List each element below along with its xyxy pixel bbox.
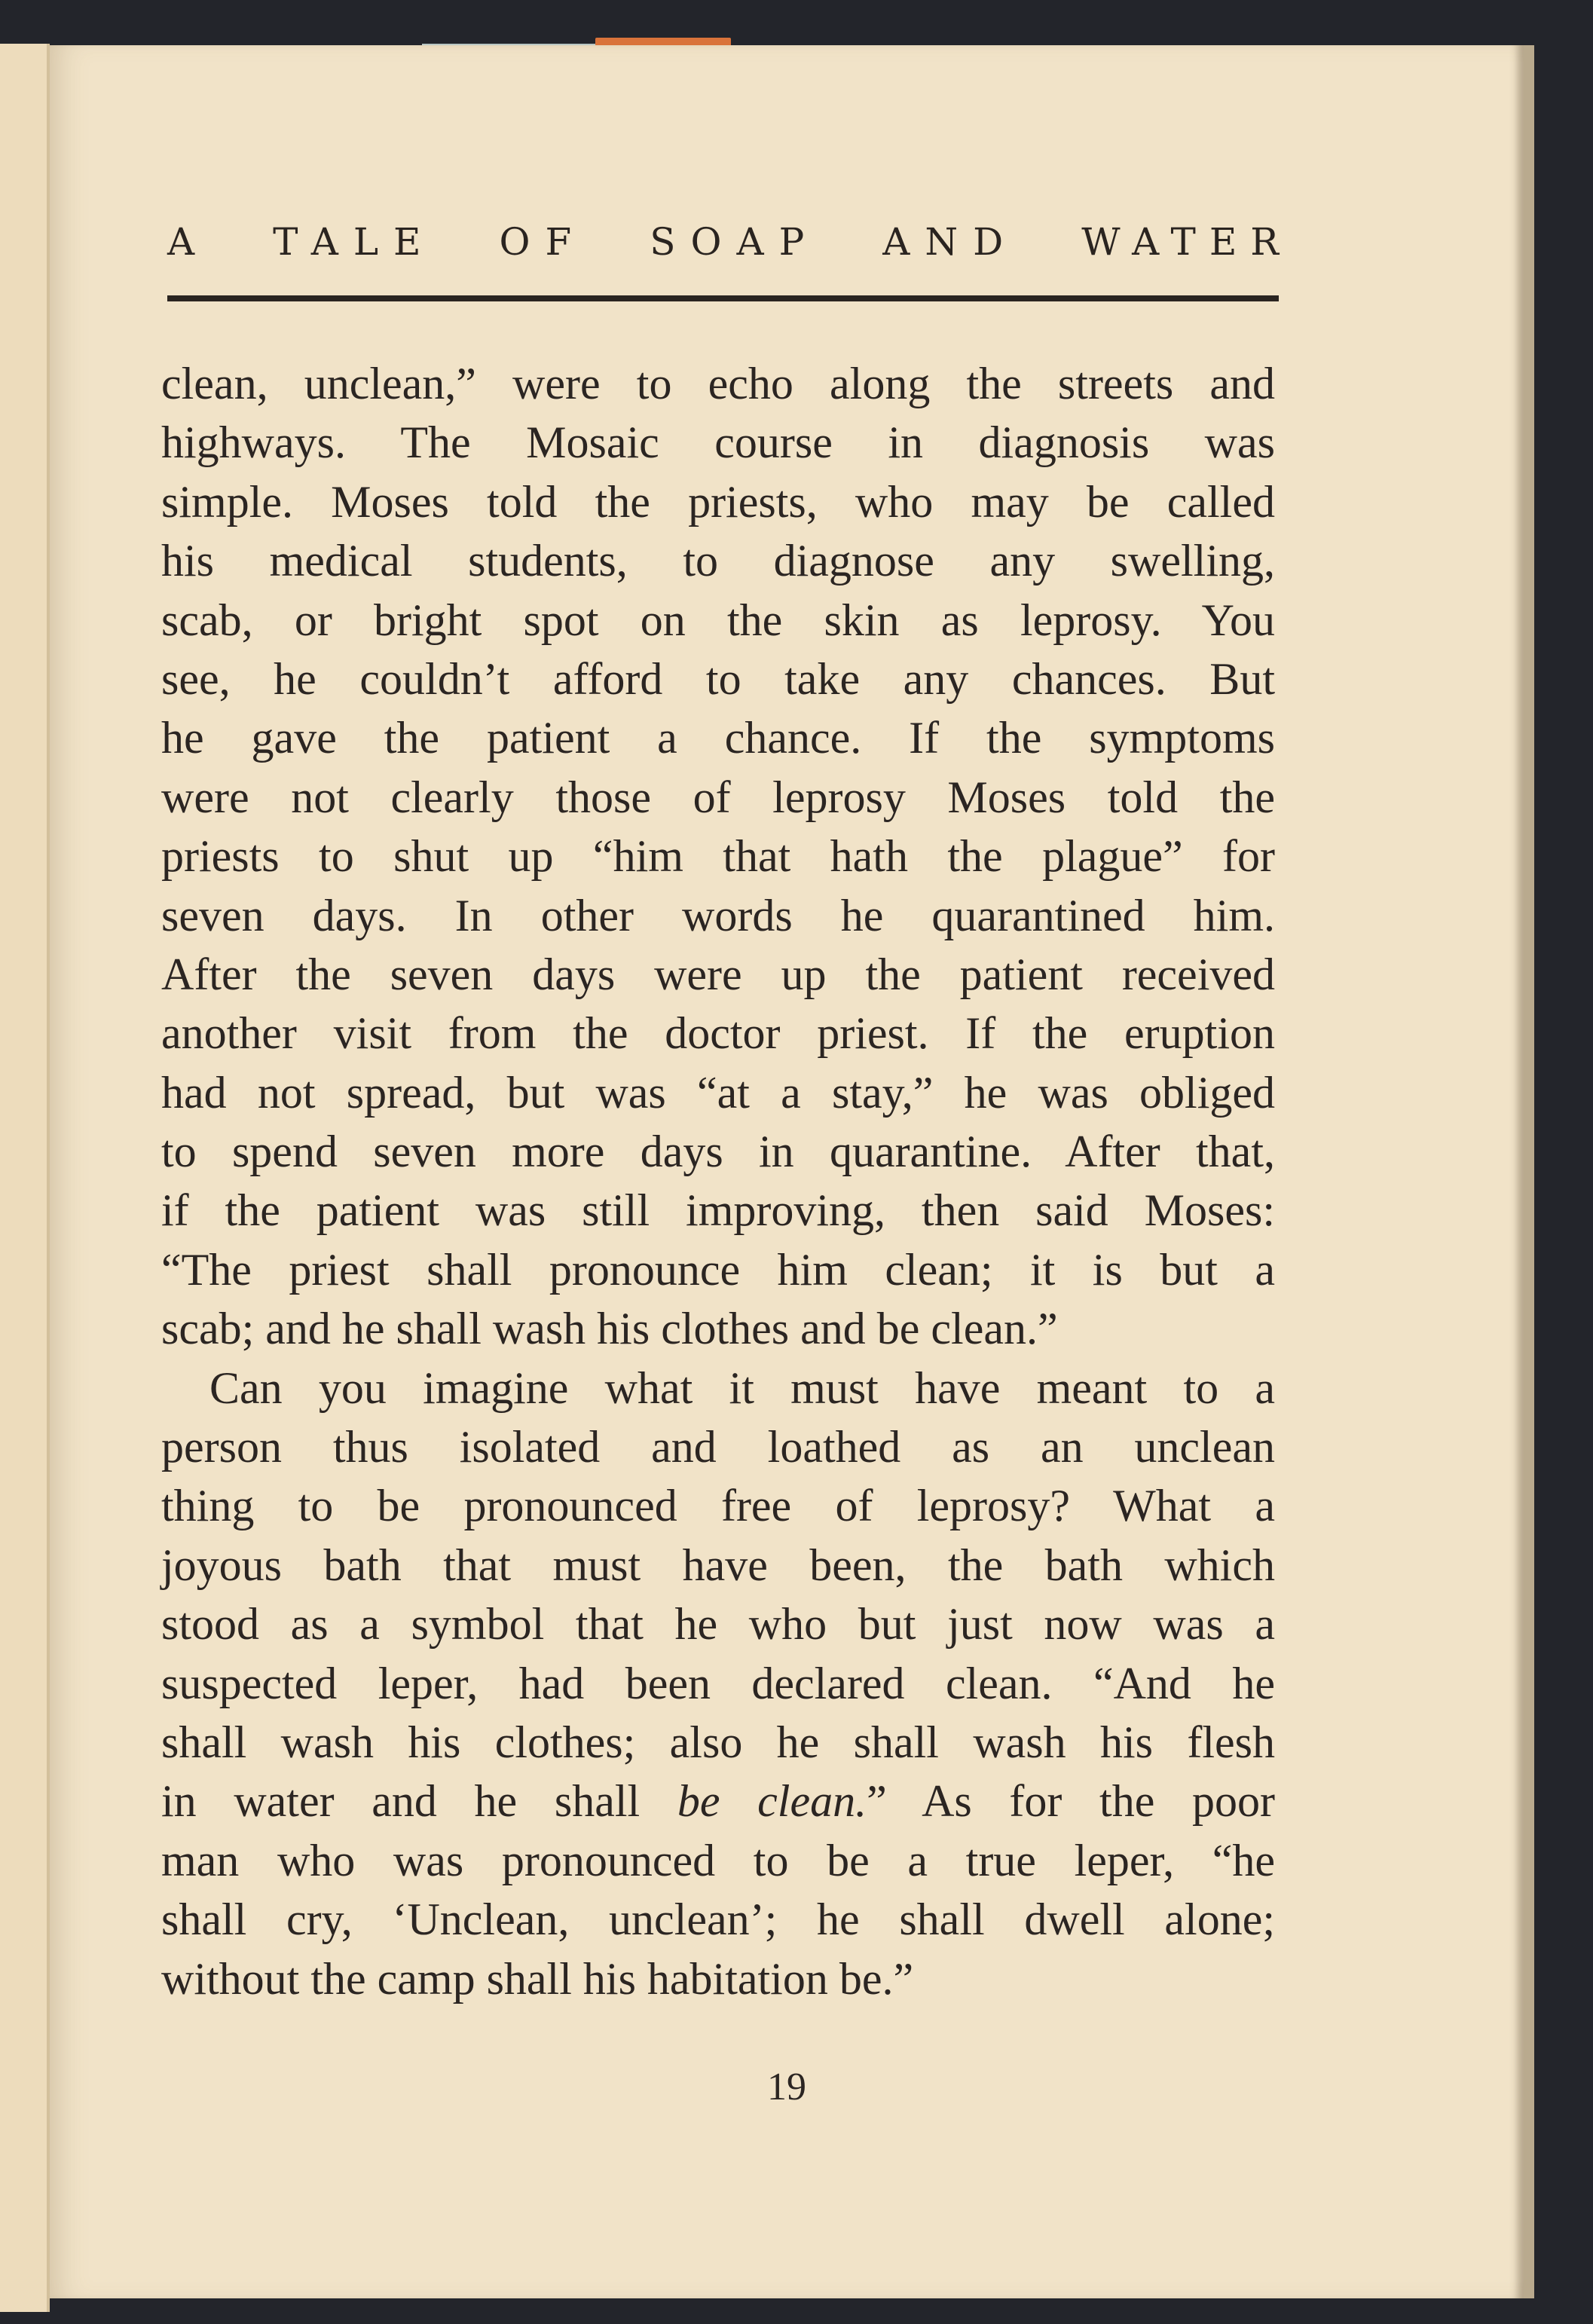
text-line: suspected leper, had been declared clean. “And he <box>161 1658 1275 1708</box>
text-line: man who was pronounced to be a true leper, “he <box>161 1835 1275 1885</box>
running-head <box>167 220 1292 264</box>
text-line: clean, unclean,” were to echo along the streets and <box>161 359 1275 408</box>
running-head-word: WATER <box>1081 220 1292 264</box>
text-line: see, he couldn’t afford to take any chances. But <box>161 653 1275 704</box>
text-line: without the camp shall his habitation be.” <box>161 1953 914 2004</box>
running-head-word: AND <box>882 220 1019 264</box>
text-line: seven days. In other words he quarantined him. <box>161 890 1275 940</box>
text-line: shall wash his clothes; also he shall wash his flesh <box>161 1717 1275 1767</box>
text-line: Can you imagine what it must have meant to a <box>209 1362 1275 1413</box>
text-line: to spend seven more days in quarantine. After that, <box>161 1127 1275 1177</box>
text-line: if the patient was still improving, then said Moses: <box>161 1185 1275 1236</box>
text-line: scab, or bright spot on the skin as leprosy. You <box>161 595 1275 645</box>
text-line: shall cry, ‘Unclean, unclean’; he shall dwell alone; <box>161 1894 1275 1945</box>
header-rule <box>167 295 1279 301</box>
page-stack-edge <box>1524 45 1534 2298</box>
running-head-word: TALE <box>273 220 436 264</box>
running-head-word: A <box>167 220 210 264</box>
running-head-word: OF <box>499 220 587 264</box>
text-line: thing to be pronounced free of leprosy? What a <box>161 1481 1275 1531</box>
body-text <box>161 354 1275 2008</box>
text-line: stood as a symbol that he who but just now was a <box>161 1599 1275 1650</box>
text-line: simple. Moses told the priests, who may be called <box>161 476 1275 527</box>
text-line: in water and he shall be clean.” As for the poor <box>161 1776 1275 1827</box>
page-number: 19 <box>767 2066 806 2108</box>
text-line: priests to shut up “him that hath the plague” for <box>161 831 1275 882</box>
previous-page-edge <box>0 44 50 2312</box>
text-line: After the seven days were up the patient received <box>161 949 1275 999</box>
text-line: person thus isolated and loathed as an unclean <box>161 1422 1275 1472</box>
text-line: his medical students, to diagnose any swelling, <box>161 536 1275 586</box>
running-head-word: SOAP <box>650 220 820 264</box>
italic-emphasis: be clean. <box>677 1776 867 1827</box>
text-line: highways. The Mosaic course in diagnosis was <box>161 417 1275 468</box>
text-line: joyous bath that must have been, the bath which <box>161 1540 1275 1590</box>
text-line: he gave the patient a chance. If the symptoms <box>161 713 1275 763</box>
text-line: were not clearly those of leprosy Moses told the <box>161 772 1275 822</box>
text-line: “The priest shall pronounce him clean; it is but a <box>161 1244 1275 1295</box>
text-line: had not spread, but was “at a stay,” he was obliged <box>161 1067 1275 1118</box>
text-line: another visit from the doctor priest. If the eruption <box>161 1008 1275 1059</box>
text-line: scab; and he shall wash his clothes and be clean.” <box>161 1304 1058 1354</box>
